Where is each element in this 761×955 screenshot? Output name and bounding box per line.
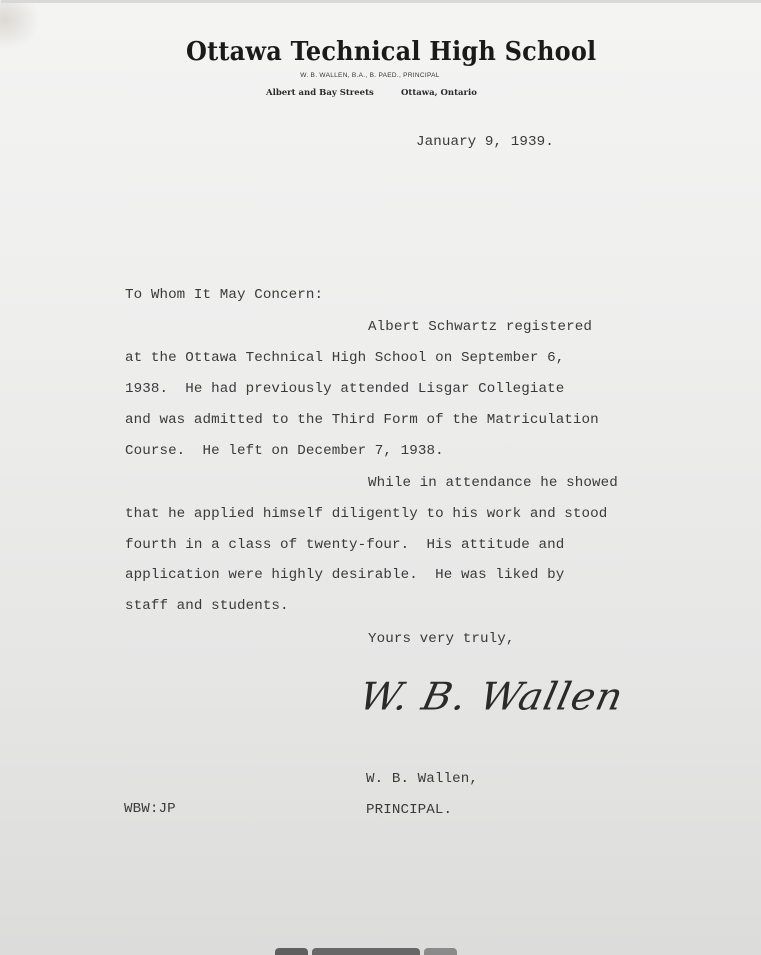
school-name: Ottawa Technical High School bbox=[186, 34, 597, 67]
body-line: Course. He left on December 7, 1938. bbox=[125, 443, 444, 459]
body-line: 1938. He had previously attended Lisgar Collegiate bbox=[125, 381, 565, 397]
handwritten-signature: W. B. Wallen bbox=[355, 675, 628, 719]
signer-name: W. B. Wallen, bbox=[366, 771, 478, 787]
toolbar-segment-center[interactable] bbox=[312, 948, 420, 955]
closing: Yours very truly, bbox=[368, 631, 515, 647]
body-line: application were highly desirable. He was liked by bbox=[125, 567, 565, 583]
body-line: that he applied himself diligently to his work and stood bbox=[125, 506, 608, 522]
viewer-toolbar-edge[interactable] bbox=[275, 948, 458, 955]
body-line: Albert Schwartz registered bbox=[368, 319, 592, 335]
body-line: staff and students. bbox=[125, 598, 289, 614]
address-city: Ottawa, Ontario bbox=[401, 88, 477, 98]
letter-date: January 9, 1939. bbox=[416, 134, 554, 150]
body-line: While in attendance he showed bbox=[368, 475, 618, 491]
salutation: To Whom It May Concern: bbox=[125, 287, 324, 303]
signer-title: PRINCIPAL. bbox=[366, 802, 453, 818]
body-line: fourth in a class of twenty-four. His attitude and bbox=[125, 537, 565, 553]
body-line: and was admitted to the Third Form of the Matriculation bbox=[125, 412, 599, 428]
reference-initials: WBW:JP bbox=[124, 801, 176, 817]
address-street: Albert and Bay Streets bbox=[266, 88, 374, 98]
toolbar-segment-right[interactable] bbox=[424, 948, 457, 955]
principal-line: W. B. WALLEN, B.A., B. PAED., PRINCIPAL bbox=[300, 72, 440, 79]
toolbar-segment-left[interactable] bbox=[275, 948, 308, 955]
body-line: at the Ottawa Technical High School on September 6, bbox=[125, 350, 565, 366]
